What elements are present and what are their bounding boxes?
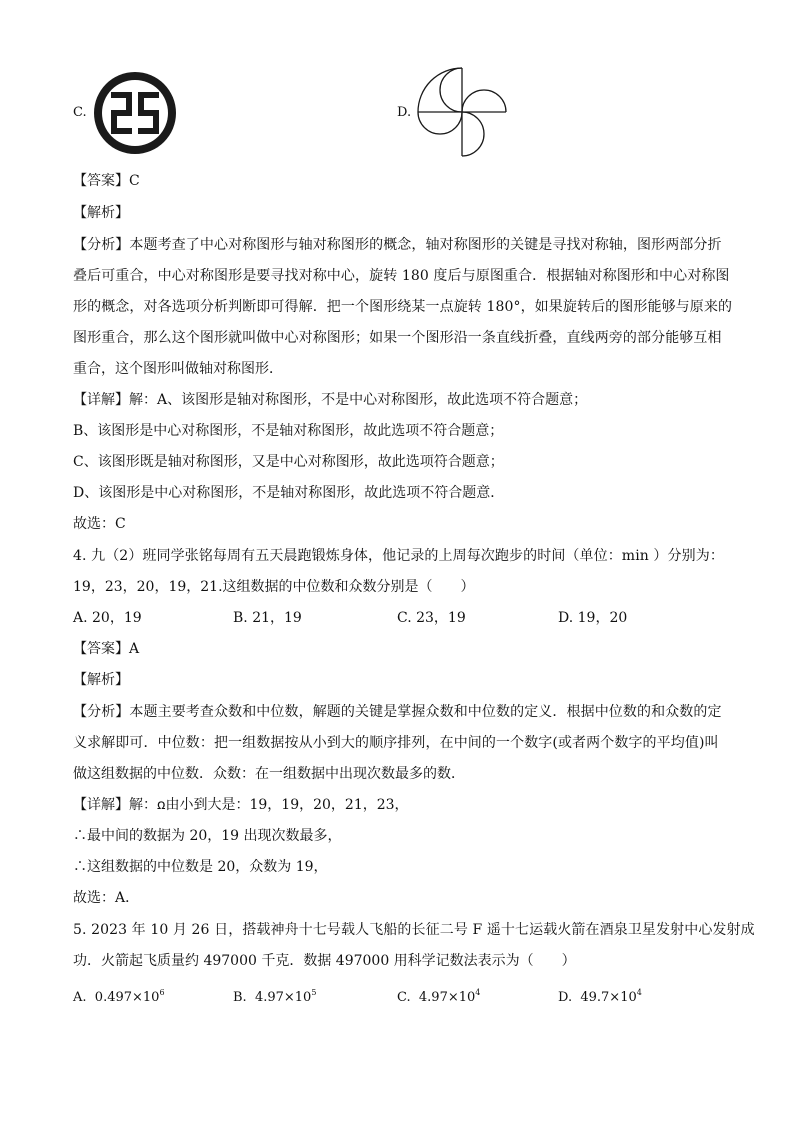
option-c-label: C. xyxy=(73,105,87,120)
fenxi-4-line: 义求解即可．中位数：把一组数据按从小到大的顺序排列，在中间的一个数字(或者两个数字的平均值)叫 xyxy=(73,735,719,751)
detail-3-choice: 故选：C xyxy=(73,516,126,532)
fenxi-4-line: 【分析】本题主要考查众数和中位数，解题的关键是掌握众数和中位数的定义．根据中位数的和众数的定 xyxy=(73,704,722,720)
q5-option-d: D. $49.7\times 10^4$ xyxy=(558,988,642,1005)
answer-3: 【答案】C xyxy=(73,173,140,189)
detail-3-line: B、该图形是中心对称图形，不是轴对称图形，故此选项不符合题意； xyxy=(73,423,504,439)
detail-3-line: D、该图形是中心对称图形，不是轴对称图形，故此选项不符合题意． xyxy=(73,485,505,501)
q5-option-a: A. $0.497\times 10^6$ xyxy=(73,988,165,1005)
option-c-figure xyxy=(92,70,178,156)
fenxi-3-line: 形的概念，对各选项分析判断即可得解．把一个图形绕某一点旋转 180°，如果旋转后的图形能够与原来的 xyxy=(73,299,733,315)
detail-4-line: ∴最中间的数据为 20，19 出现次数最多， xyxy=(73,828,342,844)
q5-option-b: B. $4.97\times 10^5$ xyxy=(233,988,317,1005)
fenxi-3-line: 重合，这个图形叫做轴对称图形． xyxy=(73,361,283,377)
detail-4-choice: 故选：A． xyxy=(73,890,140,906)
fenxi-3-line: 图形重合，那么这个图形就叫做中心对称图形；如果一个图形沿一条直线折叠，直线两旁的部分能够互相 xyxy=(73,330,722,346)
option-d-label: D. xyxy=(397,105,412,120)
question-4-stem: 4. 九（2）班同学张铭每周有五天晨跑锻炼身体，他记录的上周每次跑步的时间（单位：min ）分别为： xyxy=(73,548,724,564)
detail-3-line: 【详解】解：A、该图形是轴对称图形，不是中心对称图形，故此选项不符合题意； xyxy=(73,392,588,408)
answer-4: 【答案】A xyxy=(73,641,140,657)
option-d-figure xyxy=(416,66,508,158)
detail-4-line: ∴这组数据的中位数是 20，众数为 19， xyxy=(73,859,328,875)
fenxi-3-line: 叠后可重合，中心对称图形是要寻找对称中心，旋转 180 度后与原图重合．根据轴对称图形和中心对称图 xyxy=(73,268,730,284)
analysis-4-title: 【解析】 xyxy=(73,672,129,688)
detail-4-line: 【详解】解：ꭥ由小到大是：19，19，20，21，23， xyxy=(73,797,409,813)
question-4-stem: 19，23，20，19，21.这组数据的中位数和众数分别是（ ） xyxy=(73,579,475,595)
analysis-3-title: 【解析】 xyxy=(73,205,129,221)
question-5-stem: 功．火箭起飞质量约 497000 千克．数据 497000 用科学记数法表示为（ ） xyxy=(73,953,576,969)
detail-3-line: C、该图形既是轴对称图形，又是中心对称图形，故此选项符合题意； xyxy=(73,454,504,470)
question-5-stem: 5. 2023 年 10 月 26 日，搭载神舟十七号载人飞船的长征二号 F 遥十七运载火箭在酒泉卫星发射中心发射成 xyxy=(73,922,755,938)
fenxi-3-line: 【分析】本题考查了中心对称图形与轴对称图形的概念，轴对称图形的关键是寻找对称轴，图形两部分折 xyxy=(73,237,722,253)
q4-option-b: B. 21，19 xyxy=(233,610,302,626)
q4-option-c: C. 23，19 xyxy=(397,610,466,626)
fenxi-4-line: 做这组数据的中位数．众数：在一组数据中出现次数最多的数． xyxy=(73,766,465,782)
q5-option-c: C. $4.97\times 10^4$ xyxy=(397,988,481,1005)
q4-option-a: A. 20，19 xyxy=(73,610,142,626)
q4-option-d: D. 19，20 xyxy=(558,610,628,626)
